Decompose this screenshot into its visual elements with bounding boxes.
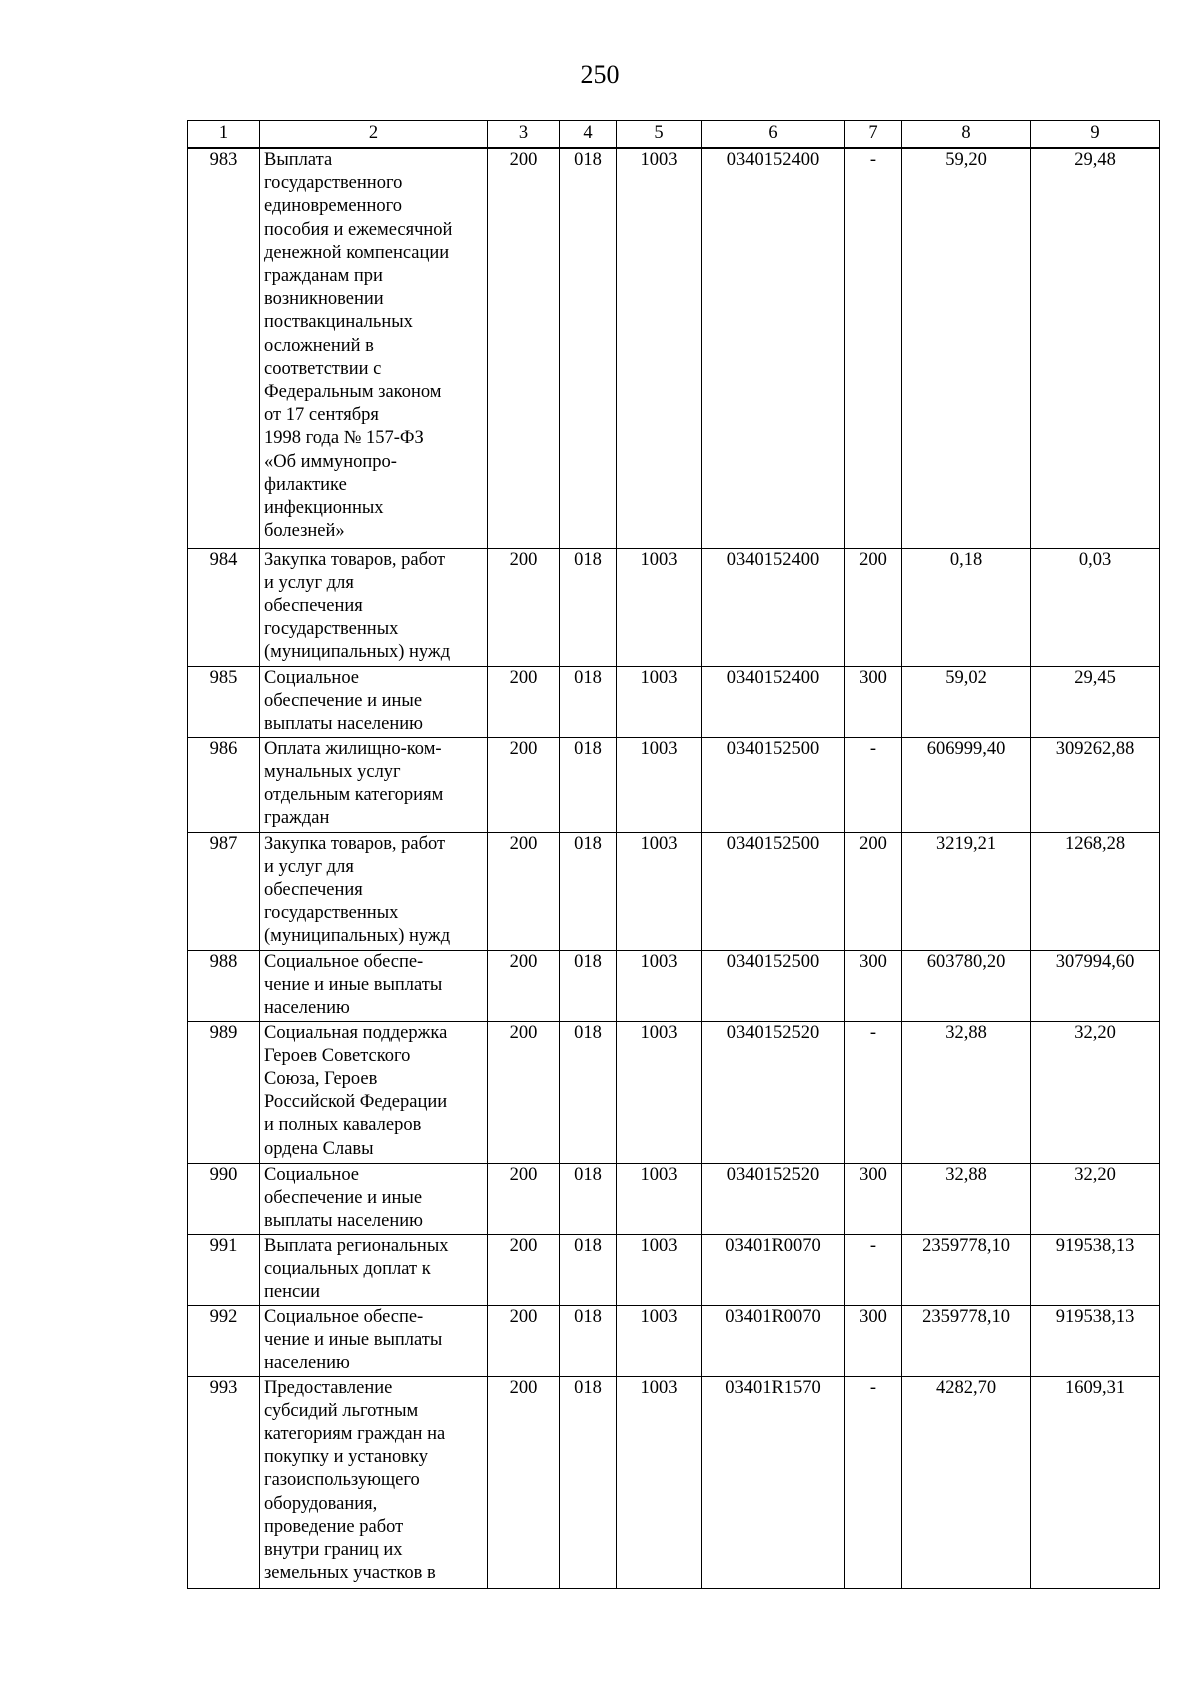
- row-name: Социальное обеспе- чение и иные выплаты населению: [260, 1305, 488, 1376]
- row-col-8: 32,88: [902, 1021, 1031, 1163]
- row-col-3: 200: [488, 737, 560, 832]
- table-row: [188, 1305, 1160, 1376]
- row-name: Закупка товаров, работ и услуг для обеспечения государственных (муниципальных) нужд: [260, 548, 488, 666]
- page-number: 250: [580, 60, 620, 89]
- row-col-6: 0340152400: [702, 148, 845, 548]
- row-col-6: 0340152520: [702, 1021, 845, 1163]
- row-number: 987: [188, 832, 260, 950]
- row-col-3: 200: [488, 832, 560, 950]
- table-row: [188, 1234, 1160, 1305]
- row-col-4: 018: [560, 148, 617, 548]
- row-name: Социальное обеспе- чение и иные выплаты населению: [260, 950, 488, 1021]
- row-col-9: 307994,60: [1031, 950, 1160, 1021]
- row-col-6: 0340152400: [702, 548, 845, 666]
- table-row: [188, 950, 1160, 1021]
- header-col-5: 5: [617, 121, 702, 149]
- row-col-8: 603780,20: [902, 950, 1031, 1021]
- row-col-5: 1003: [617, 1163, 702, 1234]
- header-col-1: 1: [188, 121, 260, 149]
- header-col-8: 8: [902, 121, 1031, 149]
- budget-table: [187, 120, 1160, 1589]
- row-col-5: 1003: [617, 737, 702, 832]
- row-col-7: -: [845, 737, 902, 832]
- row-col-6: 03401R1570: [702, 1376, 845, 1588]
- row-number: 989: [188, 1021, 260, 1163]
- row-col-4: 018: [560, 737, 617, 832]
- row-col-7: 200: [845, 548, 902, 666]
- row-number: 988: [188, 950, 260, 1021]
- row-name: Предоставление субсидий льготным категориям граждан на покупку и установку газоиспользующего оборудования, проведение работ внутри границ их земельных участков в: [260, 1376, 488, 1588]
- row-col-7: -: [845, 1234, 902, 1305]
- row-col-9: 919538,13: [1031, 1234, 1160, 1305]
- row-col-5: 1003: [617, 548, 702, 666]
- row-col-8: 59,02: [902, 666, 1031, 737]
- header-col-7: 7: [845, 121, 902, 149]
- row-col-6: 0340152500: [702, 737, 845, 832]
- row-col-7: 300: [845, 1305, 902, 1376]
- row-col-7: 300: [845, 666, 902, 737]
- row-col-9: 29,48: [1031, 148, 1160, 548]
- table-row: [188, 737, 1160, 832]
- row-col-9: 919538,13: [1031, 1305, 1160, 1376]
- row-col-6: 0340152500: [702, 832, 845, 950]
- row-col-4: 018: [560, 1305, 617, 1376]
- row-col-4: 018: [560, 1376, 617, 1588]
- row-col-6: 0340152500: [702, 950, 845, 1021]
- table-body: [188, 148, 1160, 1588]
- row-number: 993: [188, 1376, 260, 1588]
- row-col-5: 1003: [617, 1234, 702, 1305]
- row-name: Закупка товаров, работ и услуг для обеспечения государственных (муниципальных) нужд: [260, 832, 488, 950]
- row-number: 991: [188, 1234, 260, 1305]
- row-col-3: 200: [488, 1163, 560, 1234]
- row-col-4: 018: [560, 1021, 617, 1163]
- table-row: [188, 1021, 1160, 1163]
- row-name: Социальное обеспечение и иные выплаты населению: [260, 1163, 488, 1234]
- row-col-5: 1003: [617, 148, 702, 548]
- row-col-4: 018: [560, 1163, 617, 1234]
- row-col-8: 2359778,10: [902, 1305, 1031, 1376]
- row-col-7: 300: [845, 950, 902, 1021]
- row-name: Оплата жилищно-ком- мунальных услуг отдельным категориям граждан: [260, 737, 488, 832]
- row-col-9: 1268,28: [1031, 832, 1160, 950]
- row-col-8: 606999,40: [902, 737, 1031, 832]
- row-col-9: 0,03: [1031, 548, 1160, 666]
- row-col-7: -: [845, 1021, 902, 1163]
- table-row: [188, 666, 1160, 737]
- row-col-8: 3219,21: [902, 832, 1031, 950]
- row-number: 986: [188, 737, 260, 832]
- table-row: [188, 548, 1160, 666]
- table-row: [188, 1163, 1160, 1234]
- header-col-6: 6: [702, 121, 845, 149]
- row-col-6: 0340152520: [702, 1163, 845, 1234]
- row-col-8: 32,88: [902, 1163, 1031, 1234]
- row-number: 985: [188, 666, 260, 737]
- row-name: Выплата государственного единовременного пособия и ежемесячной денежной компенсации гражданам при возникновении поствакцинальных осложнений в соответствии с Федеральным законом от 17 сентября 1998 года № 157-ФЗ «Об иммунопро- филактике инфекционных болезней»: [260, 148, 488, 548]
- row-col-7: -: [845, 1376, 902, 1588]
- row-col-9: 1609,31: [1031, 1376, 1160, 1588]
- row-col-3: 200: [488, 666, 560, 737]
- table-header: [188, 121, 1160, 149]
- row-col-4: 018: [560, 548, 617, 666]
- row-col-4: 018: [560, 950, 617, 1021]
- table-row: [188, 832, 1160, 950]
- row-col-3: 200: [488, 148, 560, 548]
- row-col-3: 200: [488, 1376, 560, 1588]
- row-number: 983: [188, 148, 260, 548]
- row-col-4: 018: [560, 666, 617, 737]
- row-col-9: 32,20: [1031, 1163, 1160, 1234]
- row-col-3: 200: [488, 1234, 560, 1305]
- header-row: [188, 121, 1160, 149]
- row-col-7: 300: [845, 1163, 902, 1234]
- row-col-9: 309262,88: [1031, 737, 1160, 832]
- row-name: Социальная поддержка Героев Советского Союза, Героев Российской Федерации и полных кавалеров ордена Славы: [260, 1021, 488, 1163]
- row-col-6: 03401R0070: [702, 1234, 845, 1305]
- row-col-3: 200: [488, 1021, 560, 1163]
- row-col-3: 200: [488, 1305, 560, 1376]
- row-col-5: 1003: [617, 950, 702, 1021]
- row-number: 984: [188, 548, 260, 666]
- row-col-8: 2359778,10: [902, 1234, 1031, 1305]
- row-col-5: 1003: [617, 666, 702, 737]
- row-col-4: 018: [560, 832, 617, 950]
- header-col-3: 3: [488, 121, 560, 149]
- row-col-9: 29,45: [1031, 666, 1160, 737]
- row-col-3: 200: [488, 548, 560, 666]
- row-number: 990: [188, 1163, 260, 1234]
- row-col-5: 1003: [617, 832, 702, 950]
- row-col-8: 4282,70: [902, 1376, 1031, 1588]
- row-col-7: 200: [845, 832, 902, 950]
- row-name: Выплата региональных социальных доплат к пенсии: [260, 1234, 488, 1305]
- row-col-6: 0340152400: [702, 666, 845, 737]
- row-col-8: 0,18: [902, 548, 1031, 666]
- row-col-5: 1003: [617, 1376, 702, 1588]
- row-col-4: 018: [560, 1234, 617, 1305]
- header-col-9: 9: [1031, 121, 1160, 149]
- row-col-7: -: [845, 148, 902, 548]
- row-col-9: 32,20: [1031, 1021, 1160, 1163]
- header-col-4: 4: [560, 121, 617, 149]
- row-col-3: 200: [488, 950, 560, 1021]
- row-col-8: 59,20: [902, 148, 1031, 548]
- row-number: 992: [188, 1305, 260, 1376]
- row-col-5: 1003: [617, 1305, 702, 1376]
- table-row: [188, 148, 1160, 548]
- row-col-5: 1003: [617, 1021, 702, 1163]
- row-col-6: 03401R0070: [702, 1305, 845, 1376]
- header-col-2: 2: [260, 121, 488, 149]
- table-row: [188, 1376, 1160, 1588]
- row-name: Социальное обеспечение и иные выплаты населению: [260, 666, 488, 737]
